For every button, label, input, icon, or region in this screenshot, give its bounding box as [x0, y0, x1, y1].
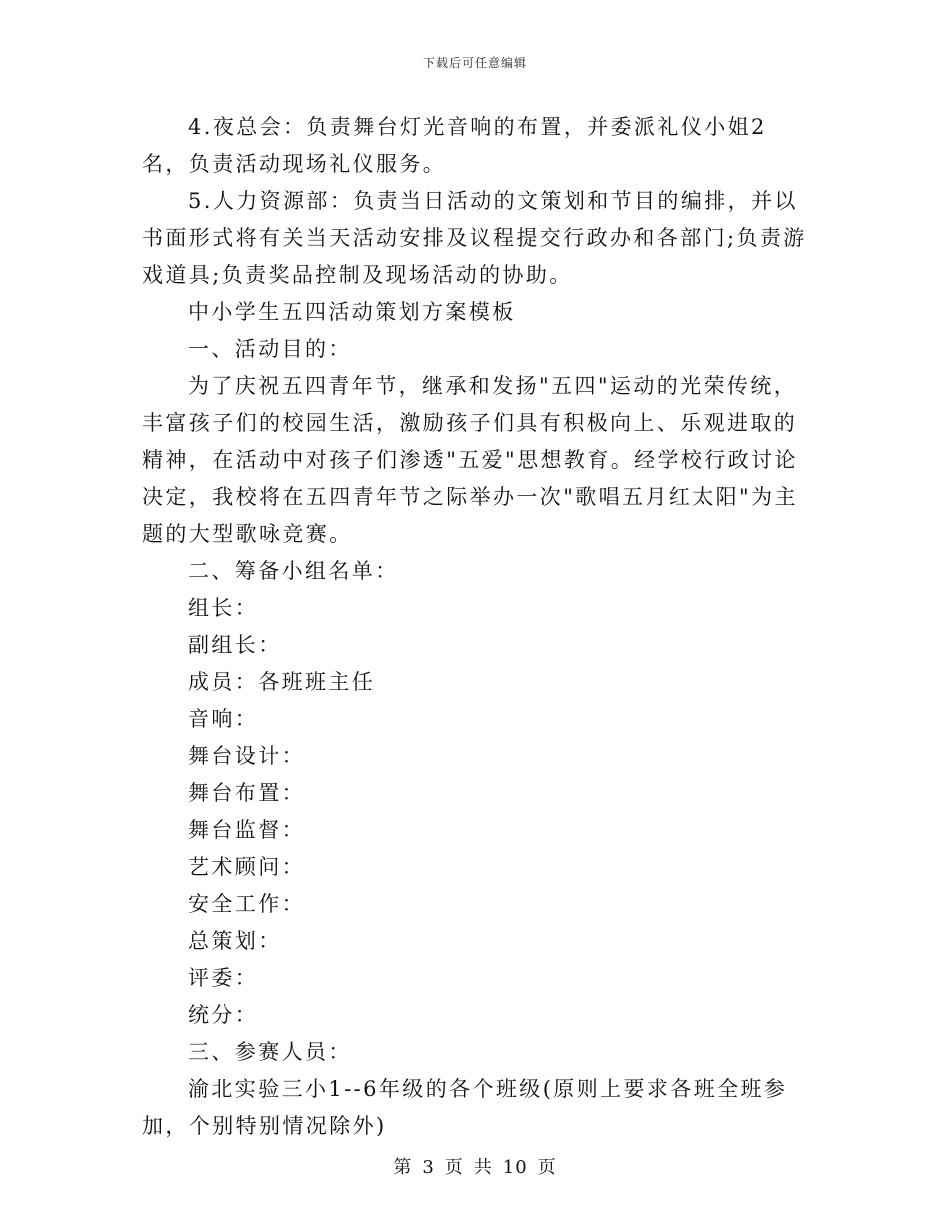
roster-item: 成员：各班班主任 [188, 670, 376, 694]
roster-item: 评委： [188, 966, 259, 990]
roster-item: 总策划： [188, 929, 282, 953]
page-footer [0, 1153, 950, 1179]
footer-suffix: 页 [537, 1157, 557, 1178]
roster-item: 组长： [188, 596, 259, 620]
section-3-heading: 三、参赛人员： [188, 1040, 352, 1064]
footer-prefix: 第 [393, 1157, 413, 1178]
paragraph-item-4: 4.夜总会：负责舞台灯光音响的布置，并委派礼仪小姐2名，负责活动现场礼仪服务。 [142, 115, 767, 176]
roster-item: 副组长： [188, 633, 282, 657]
roster-item: 舞台布置： [188, 781, 305, 805]
footer-page-word: 页 [444, 1157, 464, 1178]
section-3-text: 渝北实验三小1--6年级的各个班级(原则上要求各班全班参加，个别特别情况除外) [142, 1077, 788, 1138]
page-number: 3 [422, 1157, 435, 1178]
header-note: 下载后可任意编辑 [422, 56, 527, 70]
roster-item: 艺术顾问： [188, 855, 305, 879]
section-1-heading: 一、活动目的： [188, 337, 352, 361]
roster-item: 安全工作： [188, 892, 305, 916]
footer-total-word: 共 [473, 1157, 493, 1178]
section-1-text: 为了庆祝五四青年节，继承和发扬"五四"运动的光荣传统，丰富孩子们的校园生活，激励孩子们具有积极向上、乐观进取的精神，在活动中对孩子们渗透"五爱"思想教育。经学校行政讨论决定，我校将在五四青年节之际举办一次"歌唱五月红太阳"为主题的大型歌咏竞赛。 [142, 374, 798, 546]
paragraph-item-5: 5.人力资源部：负责当日活动的文策划和节目的编排，并以书面形式将有关当天活动安排及议程提交行政办和各部门;负责游戏道具;负责奖品控制及现场活动的协助。 [142, 189, 807, 287]
roster-item: 舞台设计： [188, 744, 305, 768]
total-pages: 10 [502, 1157, 528, 1178]
document-title: 中小学生五四活动策划方案模板 [188, 300, 516, 324]
document-body [142, 109, 810, 1145]
roster-item: 音响： [188, 707, 259, 731]
section-2-heading: 二、筹备小组名单： [188, 559, 399, 583]
roster-item: 舞台监督： [188, 818, 305, 842]
roster-item: 统分： [188, 1003, 259, 1027]
